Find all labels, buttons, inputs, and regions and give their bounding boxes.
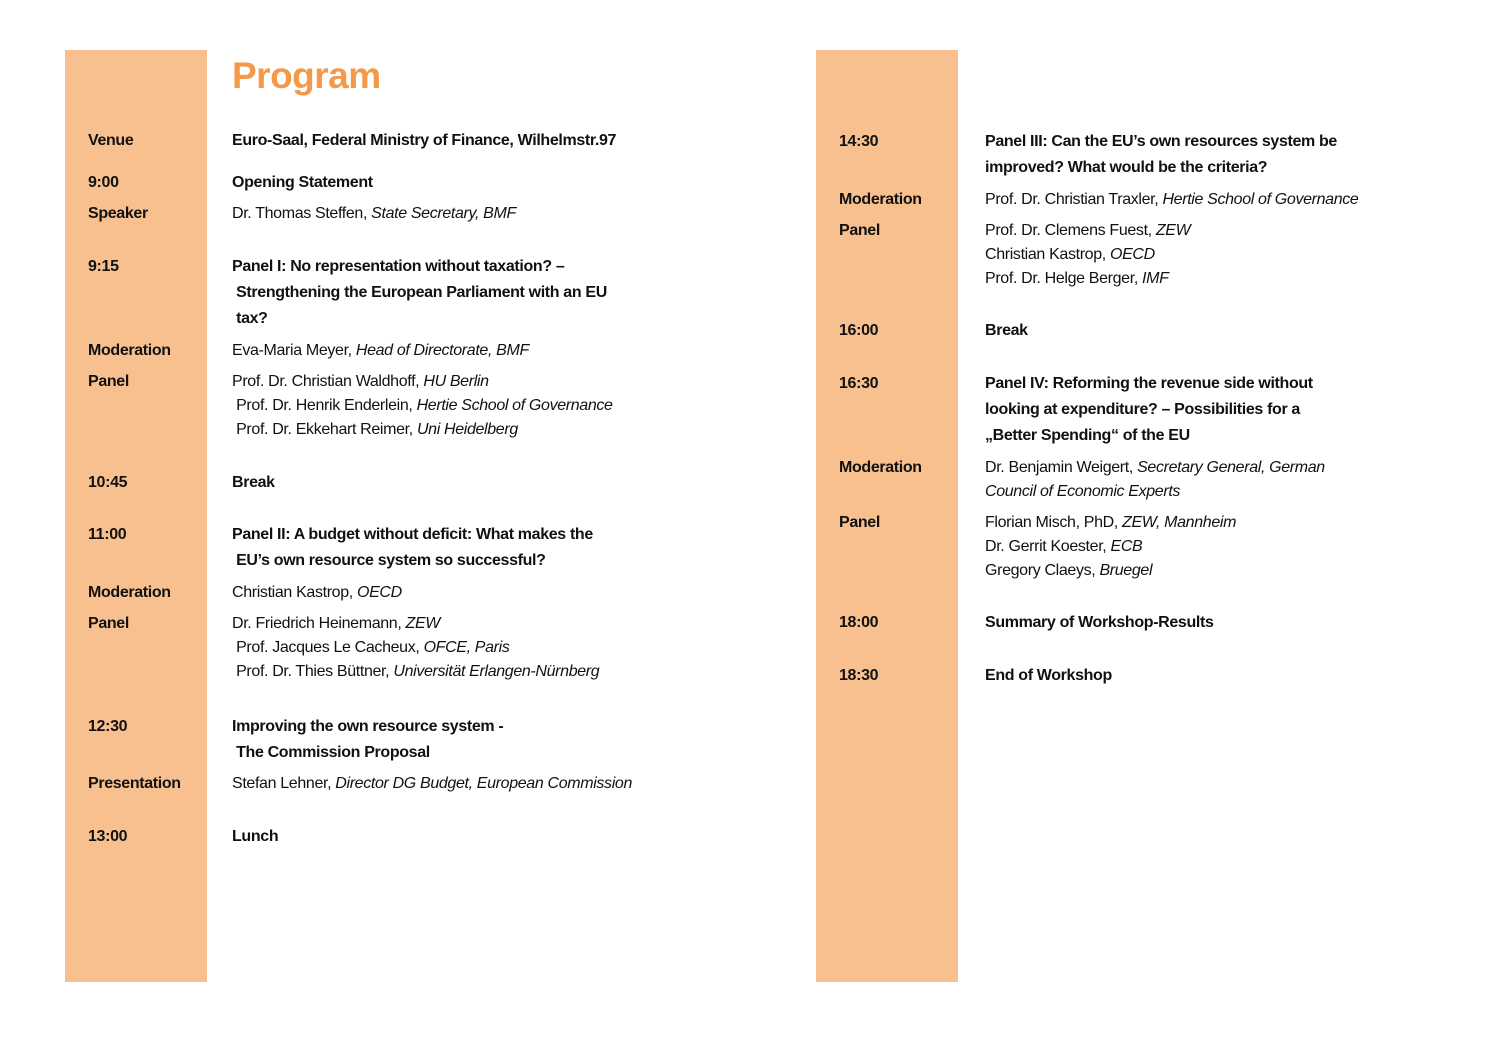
participant-line bbox=[232, 613, 440, 635]
participant-line bbox=[232, 340, 529, 362]
affiliation: Council of Economic Experts bbox=[985, 483, 1181, 500]
participant-line bbox=[232, 637, 510, 659]
session-title-line bbox=[985, 399, 1300, 421]
name-text: „Better Spending“ of the EU bbox=[985, 427, 1190, 444]
name-text: Panel II: A budget without deficit: What makes the bbox=[232, 526, 593, 543]
session-title-line bbox=[232, 172, 373, 194]
name-text: looking at expenditure? – Possibilities for a bbox=[985, 401, 1300, 418]
row-label: 18:30 bbox=[839, 667, 879, 684]
name-text: Break bbox=[232, 474, 275, 491]
row-label: Moderation bbox=[88, 342, 171, 359]
name-text: Panel IV: Reforming the revenue side without bbox=[985, 375, 1313, 392]
name-text: End of Workshop bbox=[985, 667, 1112, 684]
affiliation: OECD bbox=[356, 584, 402, 601]
page-title: Program bbox=[232, 55, 381, 96]
name-text: Strengthening the European Parliament with an EU bbox=[232, 284, 607, 301]
name-text: Prof. Dr. Thies Büttner, bbox=[232, 663, 394, 680]
row-label: 12:30 bbox=[88, 718, 128, 735]
session-title-line bbox=[232, 742, 430, 764]
participant-line bbox=[232, 773, 632, 795]
row-label: 9:15 bbox=[88, 258, 119, 275]
affiliation: IMF bbox=[1142, 270, 1169, 287]
row-label: Venue bbox=[88, 132, 134, 149]
participant-line bbox=[232, 661, 599, 683]
row-label: 16:30 bbox=[839, 375, 879, 392]
name-text: improved? What would be the criteria? bbox=[985, 159, 1268, 176]
name-text: EU’s own resource system so successful? bbox=[232, 552, 546, 569]
affiliation: OFCE, Paris bbox=[423, 639, 510, 656]
participant-line bbox=[985, 536, 1142, 558]
session-title-line bbox=[232, 308, 268, 330]
name-text: Summary of Workshop-Results bbox=[985, 614, 1214, 631]
name-text: Dr. Friedrich Heinemann, bbox=[232, 615, 406, 632]
name-text: Prof. Dr. Christian Waldhoff, bbox=[232, 373, 424, 390]
name-text: Opening Statement bbox=[232, 174, 373, 191]
affiliation: OECD bbox=[1109, 246, 1155, 263]
row-label: Panel bbox=[88, 615, 129, 632]
participant-line bbox=[985, 560, 1152, 582]
participant-line bbox=[985, 189, 1358, 211]
row-label: 16:00 bbox=[839, 322, 879, 339]
row-label: 18:00 bbox=[839, 614, 879, 631]
row-label: Moderation bbox=[88, 584, 171, 601]
participant-line bbox=[232, 419, 518, 441]
name-text: Eva-Maria Meyer, bbox=[232, 342, 356, 359]
affiliation: Director DG Budget, European Commission bbox=[335, 775, 632, 792]
participant-line bbox=[985, 457, 1325, 479]
name-text: Dr. Gerrit Koester, bbox=[985, 538, 1111, 555]
session-title-line bbox=[985, 373, 1313, 395]
name-text: Prof. Dr. Clemens Fuest, bbox=[985, 222, 1156, 239]
session-title-line bbox=[985, 425, 1190, 447]
name-text: Prof. Dr. Ekkehart Reimer, bbox=[232, 421, 417, 438]
name-text: Gregory Claeys, bbox=[985, 562, 1100, 579]
session-title-line bbox=[985, 157, 1267, 179]
row-label: Panel bbox=[88, 373, 129, 390]
affiliation: Universität Erlangen-Nürnberg bbox=[393, 663, 600, 680]
name-text: Prof. Dr. Helge Berger, bbox=[985, 270, 1143, 287]
participant-line bbox=[985, 481, 1180, 503]
row-label: Moderation bbox=[839, 191, 922, 208]
row-label: 10:45 bbox=[88, 474, 128, 491]
session-title-line bbox=[985, 665, 1112, 687]
name-text: Florian Misch, PhD, bbox=[985, 514, 1123, 531]
left-accent-band bbox=[65, 50, 207, 982]
name-text: Improving the own resource system - bbox=[232, 718, 504, 735]
name-text: Prof. Dr. Christian Traxler, bbox=[985, 191, 1163, 208]
row-label: Panel bbox=[839, 222, 880, 239]
affiliation: State Secretary, BMF bbox=[371, 205, 516, 222]
affiliation: Uni Heidelberg bbox=[416, 421, 518, 438]
name-text: Prof. Jacques Le Cacheux, bbox=[232, 639, 424, 656]
participant-line bbox=[985, 244, 1155, 266]
row-label: Presentation bbox=[88, 775, 181, 792]
session-title-line bbox=[232, 826, 278, 848]
participant-line bbox=[985, 512, 1236, 534]
affiliation: ECB bbox=[1110, 538, 1143, 555]
name-text: Euro-Saal, Federal Ministry of Finance, Wilhelmstr.97 bbox=[232, 132, 617, 149]
affiliation: Head of Directorate, BMF bbox=[355, 342, 529, 359]
name-text: Panel III: Can the EU’s own resources system be bbox=[985, 133, 1337, 150]
affiliation: Hertie School of Governance bbox=[1162, 191, 1359, 208]
row-label: Speaker bbox=[88, 205, 148, 222]
name-text: Break bbox=[985, 322, 1028, 339]
row-label: 9:00 bbox=[88, 174, 119, 191]
row-label: 11:00 bbox=[88, 526, 127, 543]
session-title-line bbox=[985, 320, 1028, 342]
name-text: Stefan Lehner, bbox=[232, 775, 336, 792]
session-title-line bbox=[232, 550, 546, 572]
session-title-line bbox=[232, 472, 275, 494]
participant-line bbox=[232, 395, 613, 417]
row-label: 14:30 bbox=[839, 133, 879, 150]
name-text: Dr. Thomas Steffen, bbox=[232, 205, 372, 222]
name-text: tax? bbox=[232, 310, 268, 327]
name-text: Christian Kastrop, bbox=[232, 584, 357, 601]
name-text: Dr. Benjamin Weigert, bbox=[985, 459, 1138, 476]
row-label: Moderation bbox=[839, 459, 922, 476]
name-text: Prof. Dr. Henrik Enderlein, bbox=[232, 397, 417, 414]
participant-line bbox=[232, 203, 516, 225]
participant-line bbox=[985, 268, 1169, 290]
participant-line bbox=[232, 582, 402, 604]
session-title-line bbox=[985, 612, 1214, 634]
session-title-line bbox=[232, 130, 616, 152]
name-text: Panel I: No representation without taxation? – bbox=[232, 258, 565, 275]
affiliation: ZEW bbox=[1155, 222, 1191, 239]
participant-line bbox=[232, 371, 489, 393]
participant-line bbox=[985, 220, 1190, 242]
affiliation: Bruegel bbox=[1099, 562, 1153, 579]
affiliation: ZEW bbox=[405, 615, 441, 632]
session-title-line bbox=[232, 282, 607, 304]
session-title-line bbox=[985, 131, 1337, 153]
name-text: The Commission Proposal bbox=[232, 744, 430, 761]
name-text: Lunch bbox=[232, 828, 279, 845]
row-label: 13:00 bbox=[88, 828, 128, 845]
name-text: Christian Kastrop, bbox=[985, 246, 1110, 263]
affiliation: HU Berlin bbox=[423, 373, 489, 390]
session-title-line bbox=[232, 716, 503, 738]
session-title-line bbox=[232, 524, 593, 546]
session-title-line bbox=[232, 256, 564, 278]
affiliation: Secretary General, German bbox=[1137, 459, 1325, 476]
affiliation: ZEW, Mannheim bbox=[1122, 514, 1237, 531]
affiliation: Hertie School of Governance bbox=[416, 397, 613, 414]
row-label: Panel bbox=[839, 514, 880, 531]
